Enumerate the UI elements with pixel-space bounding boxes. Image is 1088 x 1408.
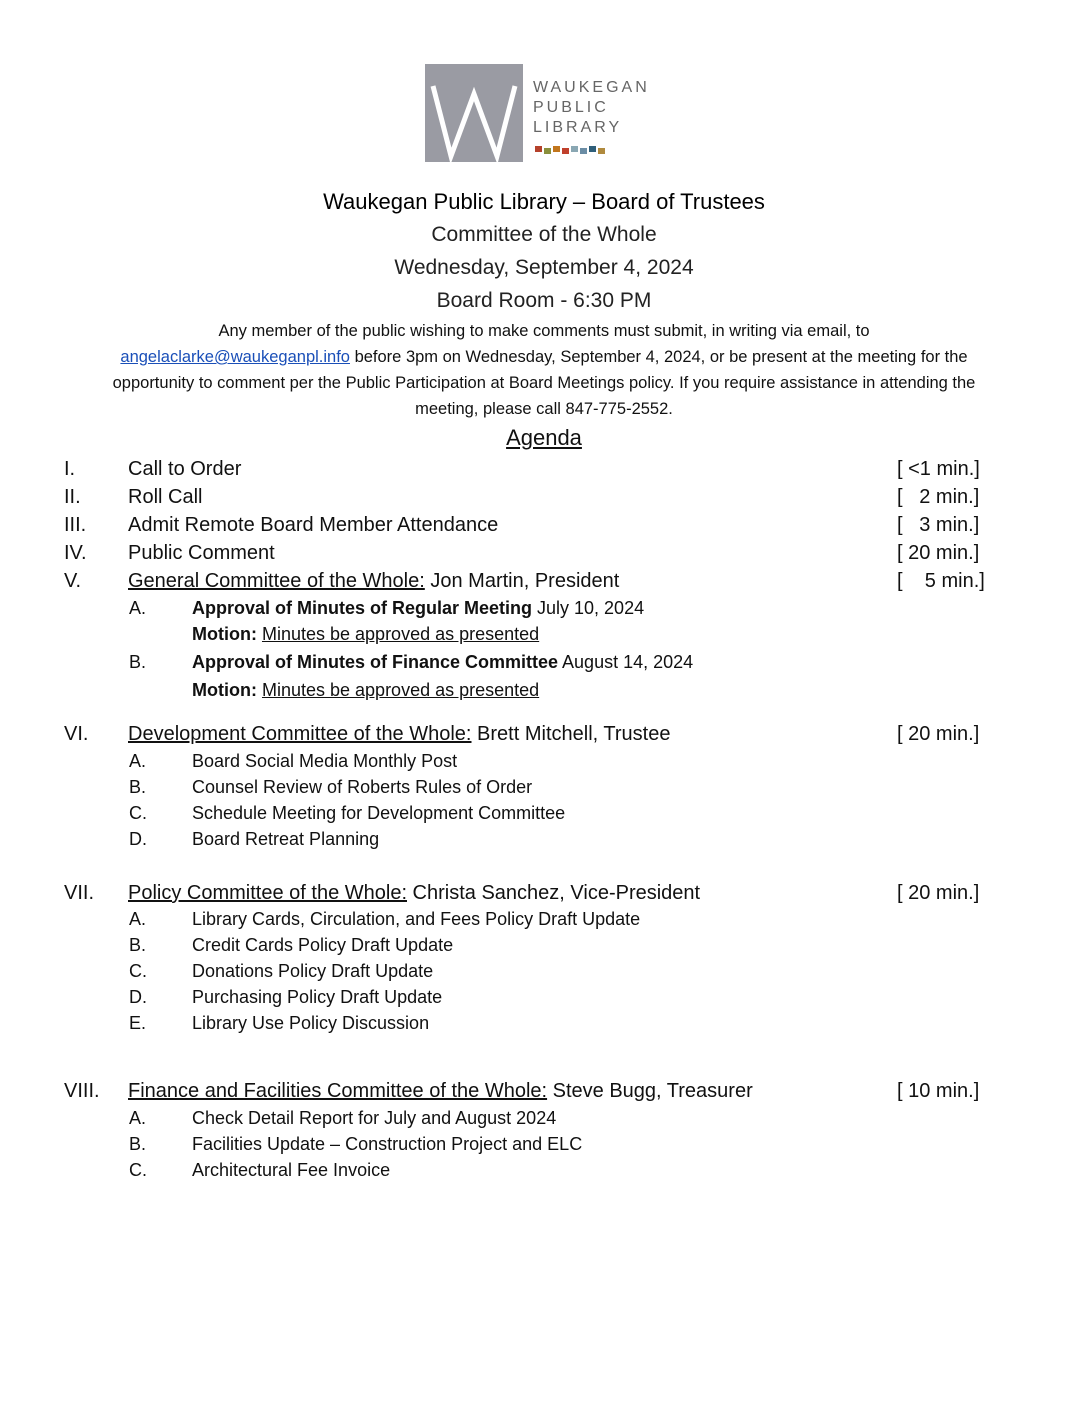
- sub-item-text: Schedule Meeting for Development Committee: [192, 803, 566, 823]
- sub-item-text: Board Retreat Planning: [192, 829, 380, 849]
- notice-line-1: Any member of the public wishing to make comments must submit, in writing via email, to: [218, 322, 870, 340]
- public-comment-notice: [62, 318, 1026, 422]
- sub-item-text: Facilities Update – Construction Project and ELC: [192, 1134, 583, 1154]
- sub-item-title: Approval of Minutes of Finance Committee: [192, 652, 559, 672]
- sub-item-text: Counsel Review of Roberts Rules of Order: [192, 777, 533, 797]
- agenda-item-finance-committee: [0, 1077, 1088, 1105]
- item-text: [128, 1077, 753, 1105]
- item-time: [ <1 min.]: [897, 458, 980, 480]
- meeting-location: Board Room - 6:30 PM: [436, 289, 652, 312]
- sub-item: [0, 906, 1088, 932]
- item-number: IV.: [64, 542, 87, 564]
- agenda-item: [0, 511, 1088, 539]
- sub-item-text: [192, 595, 644, 621]
- agenda-item-general-committee: [0, 567, 1088, 595]
- sub-item-letter: D.: [129, 829, 147, 849]
- sub-item-letter: A.: [129, 598, 147, 618]
- logo-wordmark: [533, 78, 650, 138]
- motion-value: Minutes be approved as presented: [261, 624, 540, 644]
- sub-item-date: July 10, 2024: [532, 598, 645, 618]
- sub-item-letter: B.: [129, 935, 147, 955]
- committee-chair: Christa Sanchez, Vice-President: [407, 882, 701, 904]
- sub-item: [0, 1105, 1088, 1131]
- meeting-date: Wednesday, September 4, 2024: [394, 256, 694, 279]
- item-text: Admit Remote Board Member Attendance: [128, 514, 499, 536]
- logo-square: [562, 148, 569, 154]
- notice-line-2: [62, 344, 1026, 370]
- sub-item: [0, 1010, 1088, 1036]
- agenda-heading: Agenda: [506, 425, 582, 450]
- logo-line-3: LIBRARY: [533, 119, 623, 136]
- sub-item: [0, 649, 1088, 675]
- library-logo: [425, 64, 685, 164]
- item-text: [128, 567, 619, 595]
- sub-item-title: Approval of Minutes of Regular Meeting: [192, 598, 533, 618]
- item-text: Call to Order: [128, 458, 242, 480]
- logo-square: [580, 148, 587, 154]
- logo-square: [589, 146, 596, 152]
- agenda-item-policy-committee: [0, 879, 1088, 907]
- logo-square: [553, 146, 560, 152]
- item-time: [ 2 min.]: [897, 486, 980, 508]
- item-time: [ 20 min.]: [897, 542, 980, 564]
- sub-item-text: Donations Policy Draft Update: [192, 961, 434, 981]
- sub-item-letter: A.: [129, 751, 147, 771]
- committee-label: Development Committee of the Whole:: [128, 723, 472, 745]
- item-number: VII.: [64, 882, 95, 904]
- item-time: [ 5 min.]: [897, 570, 985, 592]
- item-number: III.: [64, 514, 87, 536]
- sub-item: [0, 826, 1088, 852]
- motion-value: Minutes be approved as presented: [261, 680, 540, 700]
- sub-item: [0, 595, 1088, 621]
- agenda-item: [0, 483, 1088, 511]
- logo-line-2: PUBLIC: [533, 99, 609, 116]
- item-time: [ 3 min.]: [897, 514, 980, 536]
- sub-item: [0, 774, 1088, 800]
- motion-label: Motion:: [192, 680, 257, 700]
- sub-item: [0, 984, 1088, 1010]
- sub-item-letter: B.: [129, 1134, 147, 1154]
- notice-line-2-text: before 3pm on Wednesday, September 4, 2024, or be present at the meeting for the: [349, 348, 968, 366]
- sub-item-letter: D.: [129, 987, 147, 1007]
- sub-item-date: August 14, 2024: [558, 652, 694, 672]
- item-number: I.: [64, 458, 76, 480]
- item-text: Roll Call: [128, 486, 203, 508]
- agenda-item: [0, 455, 1088, 483]
- sub-item-letter: C.: [129, 961, 147, 981]
- sub-item-text: Library Use Policy Discussion: [192, 1013, 430, 1033]
- committee-name: Committee of the Whole: [431, 223, 657, 246]
- motion-line: [0, 621, 1088, 647]
- item-time: [ 10 min.]: [897, 1080, 980, 1102]
- committee-label: General Committee of the Whole:: [128, 570, 425, 592]
- agenda-item-development-committee: [0, 720, 1088, 748]
- item-text: [128, 879, 700, 907]
- item-text: Public Comment: [128, 542, 275, 564]
- item-number: VIII.: [64, 1080, 100, 1102]
- sub-item: [0, 958, 1088, 984]
- sub-item-letter: B.: [129, 652, 147, 672]
- sub-item: [0, 748, 1088, 774]
- notice-line-3: opportunity to comment per the Public Participation at Board Meetings policy. If you require assistance in attending the: [112, 374, 976, 392]
- logo-line-1: WAUKEGAN: [533, 79, 650, 96]
- sub-item-letter: B.: [129, 777, 147, 797]
- item-time: [ 20 min.]: [897, 723, 980, 745]
- logo-color-squares: [535, 146, 605, 154]
- committee-label: Policy Committee of the Whole:: [128, 882, 407, 904]
- sub-item-letter: C.: [129, 803, 147, 823]
- committee-chair: Brett Mitchell, Trustee: [471, 723, 671, 745]
- committee-chair: Steve Bugg, Treasurer: [547, 1080, 753, 1102]
- sub-item-text: Purchasing Policy Draft Update: [192, 987, 443, 1007]
- sub-item-text: [192, 649, 693, 675]
- sub-item-text: Board Social Media Monthly Post: [192, 751, 458, 771]
- motion-text: [192, 621, 539, 647]
- sub-item-letter: C.: [129, 1160, 147, 1180]
- sub-item-letter: A.: [129, 1108, 147, 1128]
- agenda-item: [0, 539, 1088, 567]
- sub-item-letter: A.: [129, 909, 147, 929]
- committee-chair: Jon Martin, President: [424, 570, 620, 592]
- committee-label: Finance and Facilities Committee of the Whole:: [128, 1080, 548, 1102]
- sub-item-text: Check Detail Report for July and August 2024: [192, 1108, 557, 1128]
- motion-line: [0, 677, 1088, 703]
- sub-item-text: Library Cards, Circulation, and Fees Policy Draft Update: [192, 909, 641, 929]
- motion-label: Motion:: [192, 624, 257, 644]
- logo-w-mark: [425, 64, 523, 162]
- item-time: [ 20 min.]: [897, 882, 980, 904]
- item-number: II.: [64, 486, 81, 508]
- sub-item: [0, 800, 1088, 826]
- page-title: Waukegan Public Library – Board of Trustees: [323, 189, 765, 214]
- sub-item-text: Architectural Fee Invoice: [192, 1160, 391, 1180]
- motion-text: [192, 677, 539, 703]
- sub-item: [0, 1131, 1088, 1157]
- sub-item: [0, 1157, 1088, 1183]
- email-link[interactable]: angelaclarke@waukeganpl.info: [120, 348, 350, 366]
- notice-line-4: meeting, please call 847-775-2552.: [415, 400, 673, 418]
- sub-item-letter: E.: [129, 1013, 147, 1033]
- logo-square: [598, 148, 605, 154]
- item-number: VI.: [64, 723, 89, 745]
- item-text: [128, 720, 670, 748]
- item-number: V.: [64, 570, 82, 592]
- logo-square: [535, 146, 542, 152]
- logo-square: [544, 148, 551, 154]
- sub-item: [0, 932, 1088, 958]
- logo-square: [571, 146, 578, 152]
- sub-item-text: Credit Cards Policy Draft Update: [192, 935, 454, 955]
